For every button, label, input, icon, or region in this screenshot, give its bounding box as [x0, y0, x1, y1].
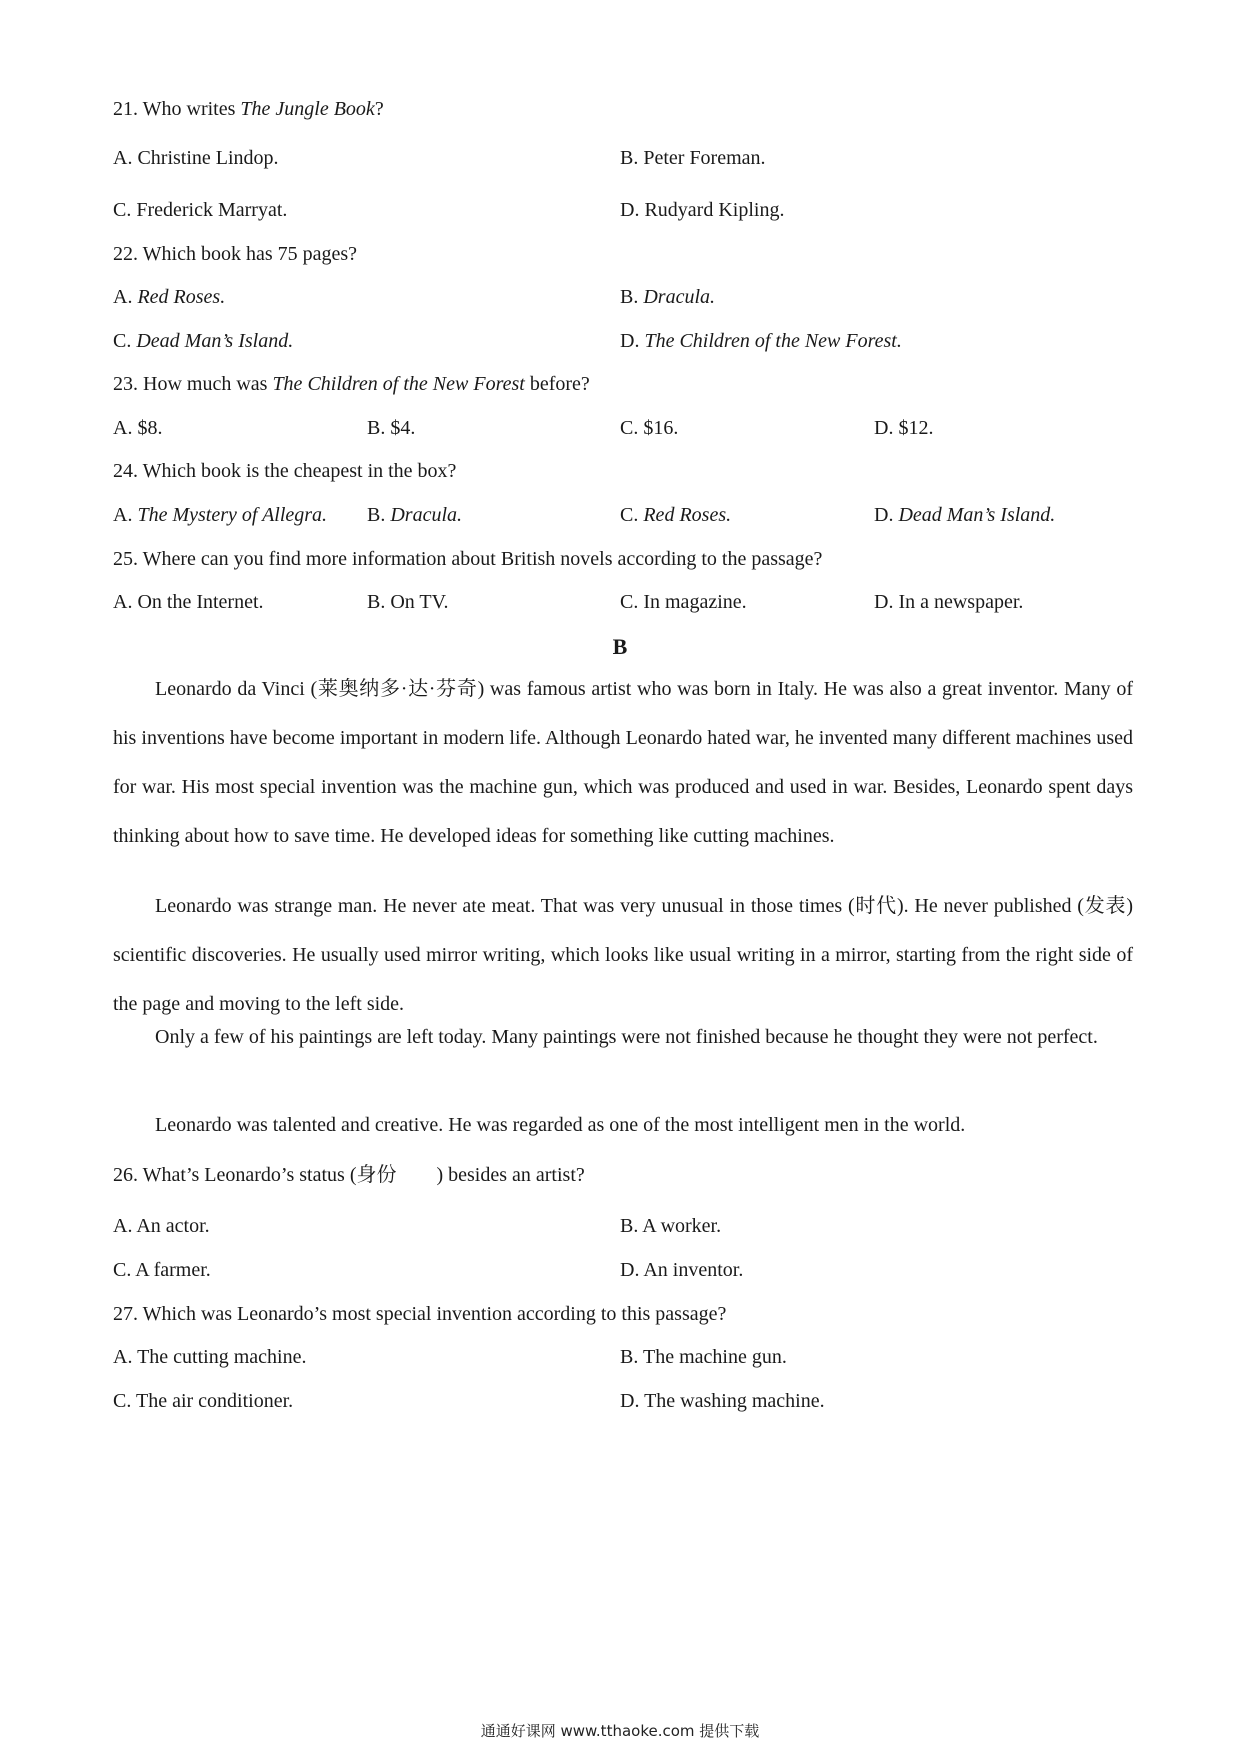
option-26-b: B. A worker.	[620, 1215, 722, 1237]
option-25-a: A. On the Internet.	[113, 591, 264, 613]
question-26: 26. What’s Leonardo’s status (身份 ) besides an artist?	[113, 1164, 585, 1186]
question-27: 27. Which was Leonardo’s most special invention according to this passage?	[113, 1303, 727, 1325]
option-22-b: B. Dracula.	[620, 286, 716, 308]
option-27-c: C. The air conditioner.	[113, 1390, 294, 1412]
option-27-b: B. The machine gun.	[620, 1346, 787, 1368]
option-27-d: D. The washing machine.	[620, 1390, 825, 1412]
option-21-c: C. Frederick Marryat.	[113, 199, 288, 221]
question-23: 23. How much was The Children of the New Forest before?	[113, 373, 590, 395]
option-23-b: B. $4.	[367, 417, 416, 439]
option-22-c: C. Dead Man’s Island.	[113, 330, 294, 352]
question-21: 21. Who writes The Jungle Book?	[113, 98, 384, 120]
question-25: 25. Where can you find more information about British novels according to the passage?	[113, 548, 823, 570]
option-24-d: D. Dead Man’s Island.	[874, 504, 1056, 526]
option-27-a: A. The cutting machine.	[113, 1346, 307, 1368]
option-23-a: A. $8.	[113, 417, 163, 439]
passage-paragraph-3: Only a few of his paintings are left today. Many paintings were not finished because he thought they were not perfect.	[155, 1026, 1098, 1048]
option-23-d: D. $12.	[874, 417, 934, 439]
option-25-d: D. In a newspaper.	[874, 591, 1024, 613]
option-24-c: C. Red Roses.	[620, 504, 732, 526]
section-title: B	[612, 634, 628, 659]
option-21-a: A. Christine Lindop.	[113, 147, 279, 169]
option-23-c: C. $16.	[620, 417, 679, 439]
option-24-a: A. The Mystery of Allegra.	[113, 504, 328, 526]
option-26-a: A. An actor.	[113, 1215, 210, 1237]
option-21-d: D. Rudyard Kipling.	[620, 199, 785, 221]
option-25-c: C. In magazine.	[620, 591, 747, 613]
passage-paragraph-4: Leonardo was talented and creative. He was regarded as one of the most intelligent men in the world.	[155, 1114, 966, 1136]
option-22-d: D. The Children of the New Forest.	[620, 330, 902, 352]
option-24-b: B. Dracula.	[367, 504, 463, 526]
option-26-c: C. A farmer.	[113, 1259, 211, 1281]
option-26-d: D. An inventor.	[620, 1259, 744, 1281]
option-21-b: B. Peter Foreman.	[620, 147, 766, 169]
question-22: 22. Which book has 75 pages?	[113, 243, 358, 265]
passage-paragraph-1: Leonardo da Vinci (莱奥纳多·达·芬奇) was famous artist who was born in Italy. He was also a great inventor. Many of his inventions have become important in modern life. Although Leonardo hated war, he invented many different machines used for war. His most special invention was the machine gun, which was produced and used in war. Besides, Leonardo spent days thinking about how to save time. He developed ideas for something like cutting machines.	[113, 678, 1133, 847]
question-24: 24. Which book is the cheapest in the box?	[113, 460, 457, 482]
option-25-b: B. On TV.	[367, 591, 449, 613]
passage-paragraph-2: Leonardo was strange man. He never ate meat. That was very unusual in those times (时代). He never published (发表) scientific discoveries. He usually used mirror writing, which looks like usual writing in a mirror, starting from the right side of the page and moving to the left side.	[113, 895, 1133, 1015]
option-22-a: A. Red Roses.	[113, 286, 226, 308]
page-footer: 通通好课网 www.tthaoke.com 提供下载	[480, 1722, 760, 1740]
